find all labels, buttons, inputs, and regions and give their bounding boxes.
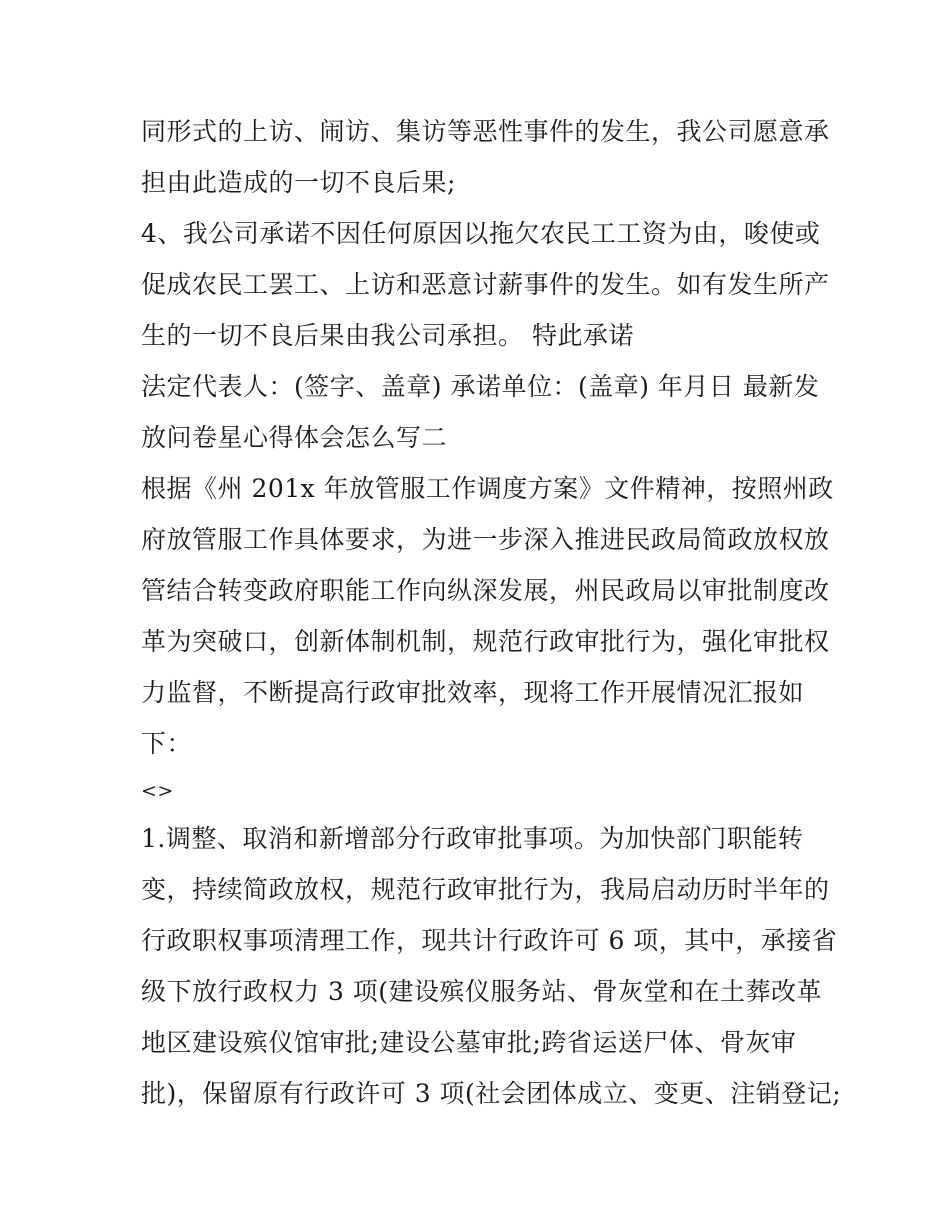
text-line: 担由此造成的一切不良后果; — [141, 168, 456, 197]
text-line: 同形式的上访、闹访、集访等恶性事件的发生，我公司愿意承 — [141, 117, 830, 146]
text-line: 管结合转变政府职能工作向纵深发展，州民政局以审批制度改 — [141, 576, 830, 605]
text-line: 4、我公司承诺不因任何原因以拖欠农民工工资为由，唆使或 — [141, 219, 821, 248]
text-line: 法定代表人：(签字、盖章) 承诺单位：(盖章) 年月日 最新发 — [141, 372, 820, 401]
text-line: 府放管服工作具体要求，为进一步深入推进民政局简政放权放 — [141, 525, 830, 554]
text-line: 批)，保留原有行政许可 3 项(社会团体成立、变更、注销登记; — [141, 1079, 842, 1108]
section-heading: 放问卷星心得体会怎么写二 — [141, 423, 448, 452]
text-line: 促成农民工罢工、上访和恶意讨薪事件的发生。如有发生所产 — [141, 270, 830, 299]
text-line: 生的一切不良后果由我公司承担。 特此承诺 — [141, 321, 634, 350]
text-line: 变，持续简政放权，规范行政审批行为，我局启动历时半年的 — [141, 875, 830, 904]
text-line: 根据《州 201x 年放管服工作调度方案》文件精神，按照州政 — [141, 474, 834, 503]
text-line: 1.调整、取消和新增部分行政审批事项。为加快部门职能转 — [141, 824, 804, 853]
text-line: 下： — [141, 729, 193, 758]
text-line: 革为突破口，创新体制机制，规范行政审批行为，强化审批权 — [141, 627, 830, 656]
placeholder-marker: <> — [141, 780, 174, 802]
text-line: 地区建设殡仪馆审批;建设公墓审批;跨省运送尸体、骨灰审 — [141, 1028, 797, 1057]
document-body — [141, 106, 842, 1119]
text-line: 级下放行政权力 3 项(建设殡仪服务站、骨灰堂和在土葬改革 — [141, 977, 823, 1006]
text-line: 力监督，不断提高行政审批效率，现将工作开展情况汇报如 — [141, 678, 805, 707]
text-line: 行政职权事项清理工作，现共计行政许可 6 项，其中，承接省 — [141, 926, 838, 955]
